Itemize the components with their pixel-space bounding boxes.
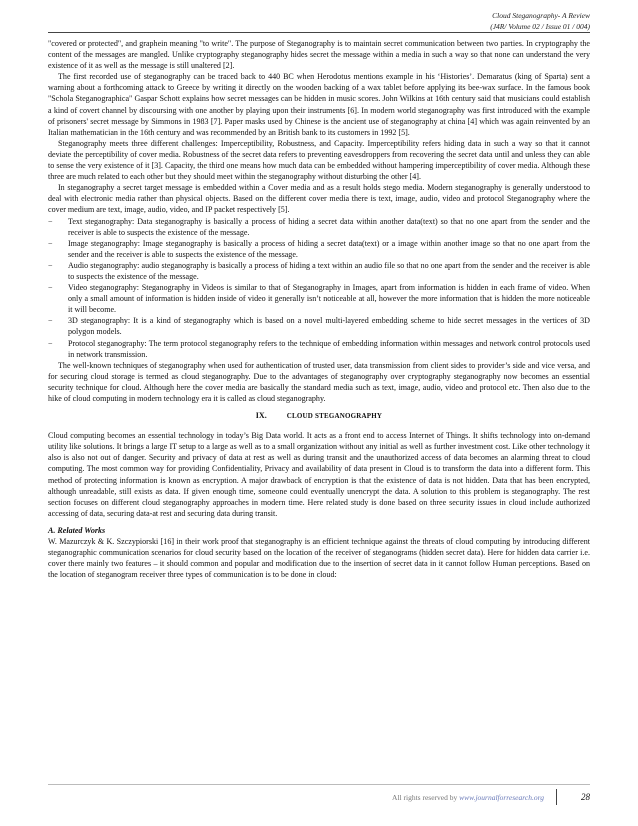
header-title: Cloud Steganography- A Review xyxy=(492,11,590,20)
paragraph-history: The first recorded use of steganography can be traced back to 440 BC when Herodotus mentions example in his ‘Histories’. Demaratus (king of Sparta) sent a warning about a forthcoming attack to Greece by writing it directly on the wooden backing of a wax tablet before applying its bee-wax surface. In the famous book "Schola Steganographica" Gaspar Schott explains how secret messages can be hidden in music scores. John Wilkins at 16th century said that musicians could establish a kind of covert channel by discoursing with one another by playing upon their instruments [6]. In modern world steganography was first introduced with the example of prisoners' secret message by Simmons in 1983 [7]. Paper masks used by Chinese is the ancient use of steganography at china [4] which was again reinvented by an Italian mathematician in the 16th century and was recommended by an British bank to its customers in 1992 [5]. xyxy=(48,72,590,137)
paragraph-steganography-definition: "covered or protected", and graphein meaning "to write". The purpose of Steganography is to maintain secret communication between two parties. In cryptography the content of the messages are mangled. Unlike cryptography steganography hides secret the message within a media in such a way so that none can understand the very existence of it as well as the message is still unaltered [2]. xyxy=(48,39,590,71)
footer-rights-text: All rights reserved by xyxy=(392,793,460,802)
paragraph-challenges: Steganography meets three different challenges: Imperceptibility, Robustness, and Capacity. Imperceptibility refers hiding data in such a way so that it cannot deviate the perceptibility of cover media. Robustness of the secret data refers to preventing eavesdroppers from recovering the secret data until and unless they can able to sense the very existence of it [3]. Capacity, the third one means how much data can be embedded without hampering imperceptibility of cover media. Although these three are much related to each other but they should meet within the steganography without disturbing the other [4]. xyxy=(48,138,590,182)
paragraph-cloud-computing: Cloud computing becomes an essential technology in today’s Big Data world. It acts as a front end to access Internet of Things. It shifts technology into on-demand utility like solutions. It brings a large IT setup to a large as well as to a small organization without any initial as well as further investment cost. Like other technology it also is also not out of danger. Security and privacy of data at rest as well as during transit and the unauthorized access of data becomes an alarming threat to cloud computing. The most common way for providing Confidentiality, Privacy and availability of data present in Cloud is to transform the data into a different form. This method of protecting information is known as encryption. A major drawback of encryption is that the existence of data is not hidden. Data that has been encrypted, although unreadable, still exists as data. If given enough time, someone could eventually unencrypt the data. A solution to this problem is steganography. The rest section focuses on different cloud steganography approaches in modern time. Here related study is done based on three security issues in cloud include authorized accessing of data, securing data-at rest and securing data during transit. xyxy=(48,431,590,518)
header-volume: (J4R/ Volume 02 / Issue 01 / 004) xyxy=(490,22,590,31)
footer-divider xyxy=(48,784,590,785)
list-item: − Audio steganography: audio steganography is basically a process of hiding a text within an audio file so that no one apart from the sender and the receiver is able to suspects the existence of the message. xyxy=(48,260,590,282)
header-divider xyxy=(48,32,590,33)
steganography-types-list xyxy=(48,216,590,360)
page-number: 28 xyxy=(556,789,590,805)
paragraph-related-works: W. Mazurczyk & K. Szczypiorski [16] in their work proof that steganography is an efficient technique against the threats of cloud computing by introducing different steganographic communication scenarios for cloud security based on the location of the receiver of steganograms (hidden secret data). Here for hidden data carrier i.e. cover there mainly two features – it should common and popular and modification due to the insertion of secret data in it cannot follow Human perceptions. Based on the location of steganogram receiver three types of communication is to be done in cloud: xyxy=(48,537,590,580)
section-title: CLOUD STEGANOGRAPHY xyxy=(286,412,383,421)
journal-website-link[interactable]: www.journalforresearch.org xyxy=(459,793,544,802)
running-header xyxy=(490,10,590,32)
list-item: − Text steganography: Data steganography is basically a process of hiding a secret data within another data(text) so that no one apart from the sender and the receiver is able to suspects the existence of the message. xyxy=(48,216,590,238)
article-body xyxy=(48,38,590,580)
list-item: − Image steganography: Image steganography is basically a process of hiding a secret data(text) or a image within another image so that no one apart from the sender and the receiver is able to suspects the existence of the message. xyxy=(48,238,590,260)
list-item: − Video steganography: Steganography in Videos is similar to that of Steganography in Images, apart from information is hidden in each frame of video. When only a small amount of information is hidden inside of video it generally isn’t noticeable at all, however the more information that is hidden the more noticeable it will become. xyxy=(48,282,590,315)
subsection-heading: A. Related Works xyxy=(48,525,106,535)
list-item: − 3D steganography: It is a kind of steganography which is based on a novel multi-layered embedding scheme to hide secret messages in the vertices of 3D polygon models. xyxy=(48,315,590,337)
page-footer xyxy=(392,789,590,805)
section-heading xyxy=(48,410,590,422)
footer-copyright xyxy=(392,789,556,805)
section-number: IX. xyxy=(255,411,267,421)
list-item: − Protocol steganography: The term protocol steganography refers to the technique of embedding information within messages and network control protocols used in network transmission. xyxy=(48,338,590,360)
paragraph-cover-media: In steganography a secret target message is embedded within a Cover media and as a result holds stego media. Modern steganography is generally understood to deal with electronic media rather than physical objects. Based on the different cover media there is text, image, audio, video and protocol Steganography where the cover medium are text, image, audio, video, and IP packet respectively [5]. xyxy=(48,183,590,215)
paragraph-cloud-steganography-intro: The well-known techniques of steganography when used for authentication of trusted user, data transmission from client sides to provider’s side and vice versa, and for securing cloud storage is termed as cloud steganography. Due to the advantages of steganography over cryptography steganography now becomes an essential security technique for cloud. Although here the cover media are basically the standard media such as text, image, audio, video and protocol etc. Then also due to the hike of cloud computing in modern technology era it is called as cloud steganography. xyxy=(48,360,590,403)
